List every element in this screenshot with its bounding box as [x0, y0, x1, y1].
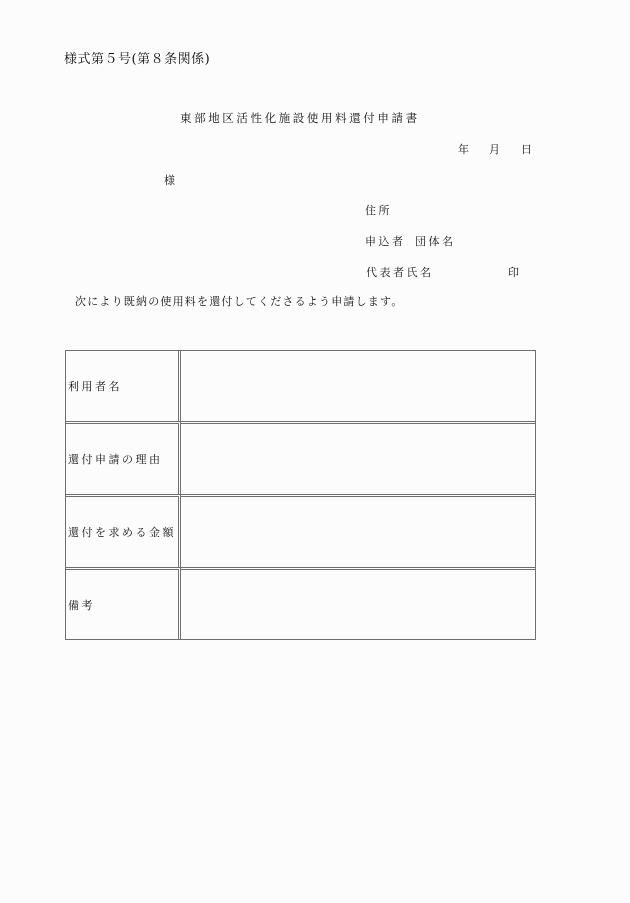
table-row: [66, 421, 535, 494]
user-name-field[interactable]: [181, 351, 535, 421]
document-title: 東部地区活性化施設使用料還付申請書: [180, 111, 420, 125]
table-row: [66, 351, 535, 421]
intro-text: 次により既納の使用料を還付してくださるよう申請します。: [75, 295, 404, 308]
refund-form-table: [65, 350, 536, 640]
row-label-user-name: 利用者名: [66, 351, 181, 421]
seal-label: 印: [508, 266, 522, 279]
group-name-label: 団体名: [415, 235, 456, 248]
addressee-suffix: 様: [164, 174, 175, 187]
refund-amount-field[interactable]: [181, 494, 535, 567]
table-row: [66, 494, 535, 567]
row-label-refund-reason: 還付申請の理由: [66, 421, 181, 494]
row-label-remarks: 備考: [66, 567, 181, 639]
representative-label: 代表者氏名: [366, 266, 434, 279]
date-month-label: 月: [489, 143, 500, 156]
address-label: 住所: [365, 204, 392, 217]
remarks-field[interactable]: [181, 567, 535, 639]
form-number: 様式第５号(第８条関係): [64, 52, 211, 67]
applicant-label: 申込者: [365, 235, 406, 248]
row-label-refund-amount: 還付を求める金額: [66, 494, 181, 567]
refund-reason-field[interactable]: [181, 421, 535, 494]
table-row: [66, 567, 535, 639]
date-day-label: 日: [521, 143, 532, 156]
date-year-label: 年: [458, 143, 469, 156]
